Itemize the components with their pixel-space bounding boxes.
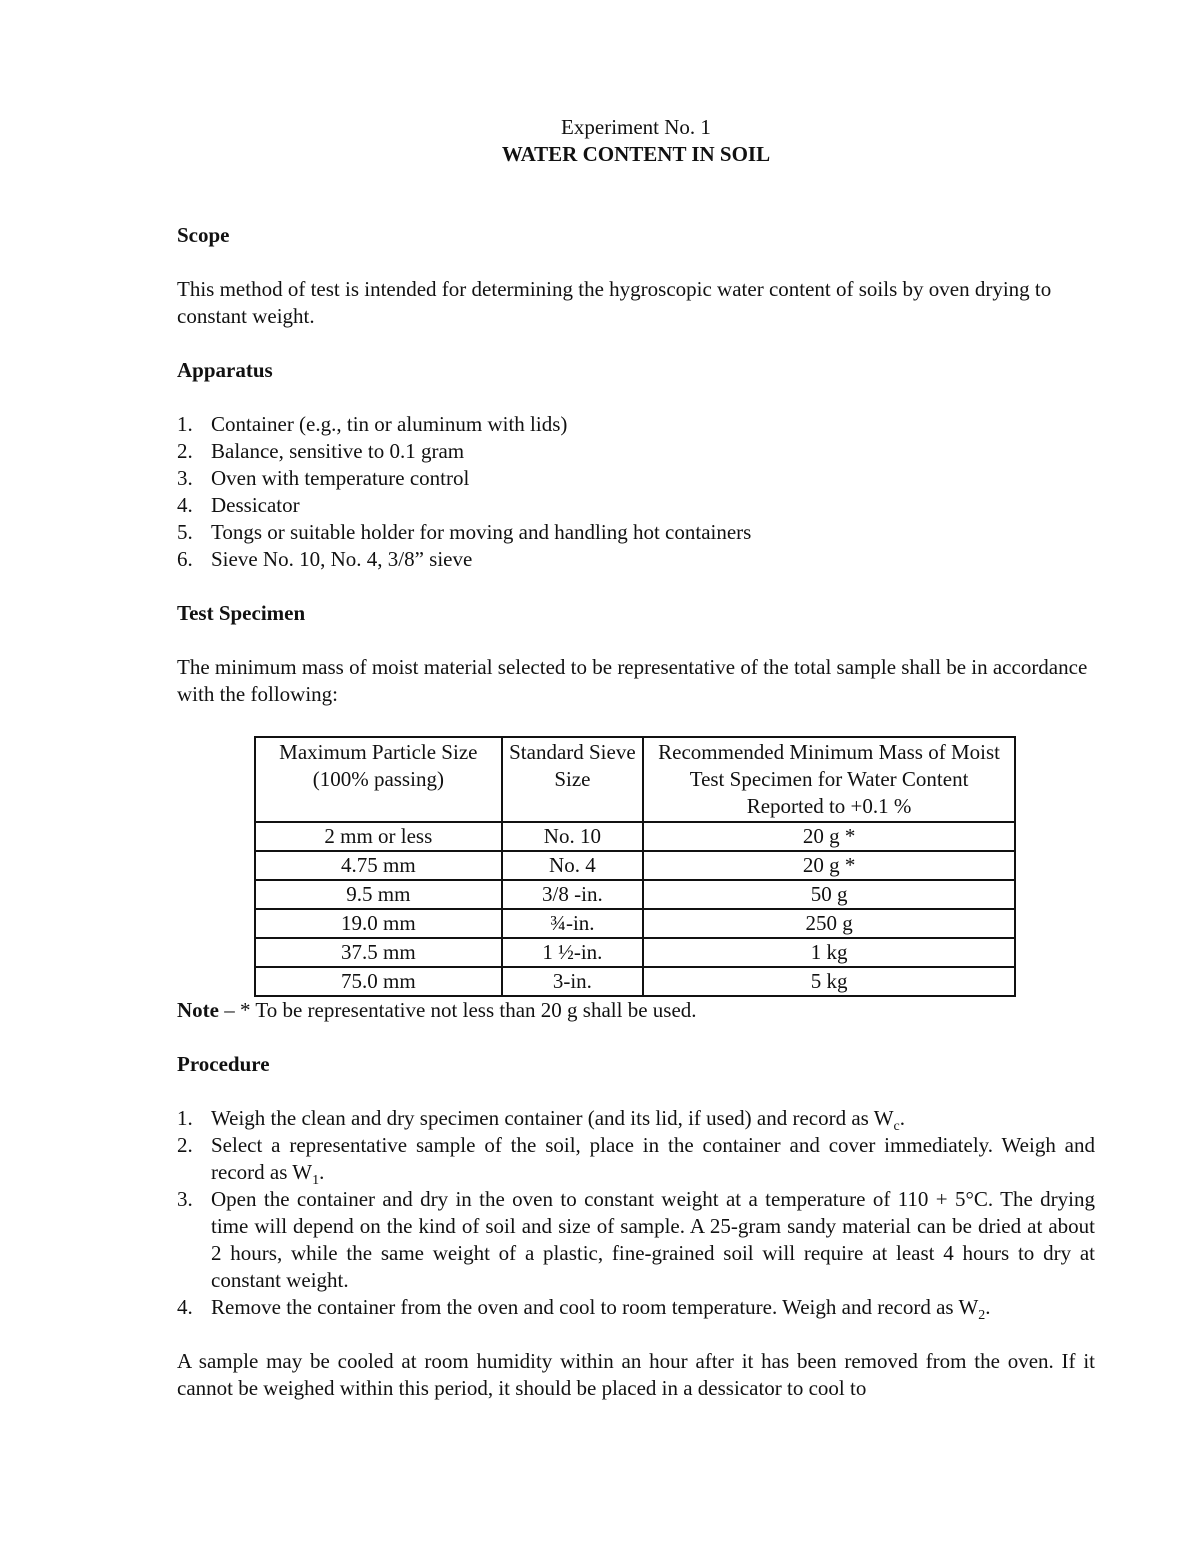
table-row xyxy=(255,822,1015,851)
list-text: Weigh the clean and dry specimen container (and its lid, if used) and record as W xyxy=(211,1106,894,1130)
procedure-list xyxy=(177,1105,1095,1324)
list-number: 5. xyxy=(177,520,193,544)
table-note xyxy=(177,997,1095,1024)
list-text-tail: . xyxy=(319,1160,325,1184)
list-item xyxy=(177,411,1095,438)
table-cell: 2 mm or less xyxy=(255,822,502,851)
scope-heading: Scope xyxy=(177,223,230,247)
list-number: 4. xyxy=(177,1295,193,1319)
table-cell: 5 kg xyxy=(643,967,1015,996)
list-text: Balance, sensitive to 0.1 gram xyxy=(211,439,465,463)
table-header-cell: Standard Sieve Size xyxy=(502,737,644,822)
table-cell: 19.0 mm xyxy=(255,909,502,938)
experiment-number: Experiment No. 1 xyxy=(561,115,711,139)
list-number: 6. xyxy=(177,547,193,571)
document-page xyxy=(177,114,1095,1402)
list-number: 1. xyxy=(177,1106,193,1130)
note-text: – * To be representative not less than 20 g shall be used. xyxy=(218,998,697,1022)
table-header-cell xyxy=(643,737,1015,822)
table-row xyxy=(255,851,1015,880)
table-header-row xyxy=(255,737,1015,822)
table-header-cell: Maximum Particle Size (100% passing) xyxy=(255,737,502,822)
list-text: Select a representative sample of the soil, place in the container and cover immediately. Weigh and record as W xyxy=(211,1133,1095,1184)
apparatus-heading: Apparatus xyxy=(177,358,273,382)
table-cell: 1 kg xyxy=(643,938,1015,967)
subscript: c xyxy=(893,1119,900,1135)
table-row xyxy=(255,880,1015,909)
document-title: WATER CONTENT IN SOIL xyxy=(501,142,771,166)
table-cell: 250 g xyxy=(643,909,1015,938)
list-item xyxy=(177,546,1095,573)
tolerance-text: +0.1 % xyxy=(850,794,912,818)
table-row xyxy=(255,967,1015,996)
table-cell: 20 g * xyxy=(643,822,1015,851)
subscript: 1 xyxy=(312,1173,320,1189)
list-text: Sieve No. 10, No. 4, 3/8” sieve xyxy=(211,547,473,571)
list-item xyxy=(177,465,1095,492)
table-row xyxy=(255,909,1015,938)
list-text: Open the container and dry in the oven to constant weight at a temperature of 110 + 5°C. The drying time will depend on the kind of soil and size of sample. A 25-gram sandy material can be dried at about 2 hours, while the same weight of a plastic, fine-grained soil will require at least 4 hours to dry at constant weight. xyxy=(211,1187,1095,1292)
list-item xyxy=(177,1294,1095,1324)
list-text-tail: . xyxy=(899,1106,905,1130)
list-item xyxy=(177,438,1095,465)
apparatus-list xyxy=(177,411,1095,573)
list-item xyxy=(177,519,1095,546)
table-cell: No. 4 xyxy=(502,851,644,880)
list-text: Oven with temperature control xyxy=(211,466,470,490)
list-text: Container (e.g., tin or aluminum with lids) xyxy=(211,412,568,436)
list-item xyxy=(177,492,1095,519)
test-specimen-text: The minimum mass of moist material selected to be representative of the total sample shall be in accordance with the following: xyxy=(177,655,1088,706)
table-cell: 9.5 mm xyxy=(255,880,502,909)
specimen-mass-table xyxy=(254,736,1016,997)
table-body xyxy=(255,822,1015,996)
table-cell: 50 g xyxy=(643,880,1015,909)
list-number: 2. xyxy=(177,439,193,463)
list-number: 4. xyxy=(177,493,193,517)
table-cell: ¾-in. xyxy=(502,909,644,938)
list-number: 3. xyxy=(177,1187,193,1211)
list-text-tail: . xyxy=(985,1295,991,1319)
list-number: 3. xyxy=(177,466,193,490)
table-cell: 3-in. xyxy=(502,967,644,996)
table-cell: 4.75 mm xyxy=(255,851,502,880)
list-number: 1. xyxy=(177,412,193,436)
list-number: 2. xyxy=(177,1133,193,1157)
table-cell: No. 10 xyxy=(502,822,644,851)
list-item xyxy=(177,1186,1095,1294)
table-cell: 20 g * xyxy=(643,851,1015,880)
procedure-heading: Procedure xyxy=(177,1052,270,1076)
list-item xyxy=(177,1132,1095,1189)
subscript: 2 xyxy=(978,1308,986,1324)
list-text: Tongs or suitable holder for moving and handling hot containers xyxy=(211,520,752,544)
list-item xyxy=(177,1105,1095,1135)
list-text: Dessicator xyxy=(211,493,300,517)
note-label: Note xyxy=(177,998,219,1022)
table-cell: 37.5 mm xyxy=(255,938,502,967)
header-text: Recommended Minimum Mass of Moist Test Specimen for Water Content Reported to xyxy=(658,740,1000,818)
table-row xyxy=(255,938,1015,967)
closing-paragraph: A sample may be cooled at room humidity within an hour after it has been removed from the oven. If it cannot be weighed within this period, it should be placed in a dessicator to cool to xyxy=(177,1349,1095,1400)
scope-text: This method of test is intended for determining the hygroscopic water content of soils by oven drying to constant weight. xyxy=(177,277,1052,328)
table-cell: 75.0 mm xyxy=(255,967,502,996)
test-specimen-heading: Test Specimen xyxy=(177,601,306,625)
list-text: Remove the container from the oven and cool to room temperature. Weigh and record as W xyxy=(211,1295,979,1319)
table-cell: 3/8 -in. xyxy=(502,880,644,909)
table-cell: 1 ½-in. xyxy=(502,938,644,967)
